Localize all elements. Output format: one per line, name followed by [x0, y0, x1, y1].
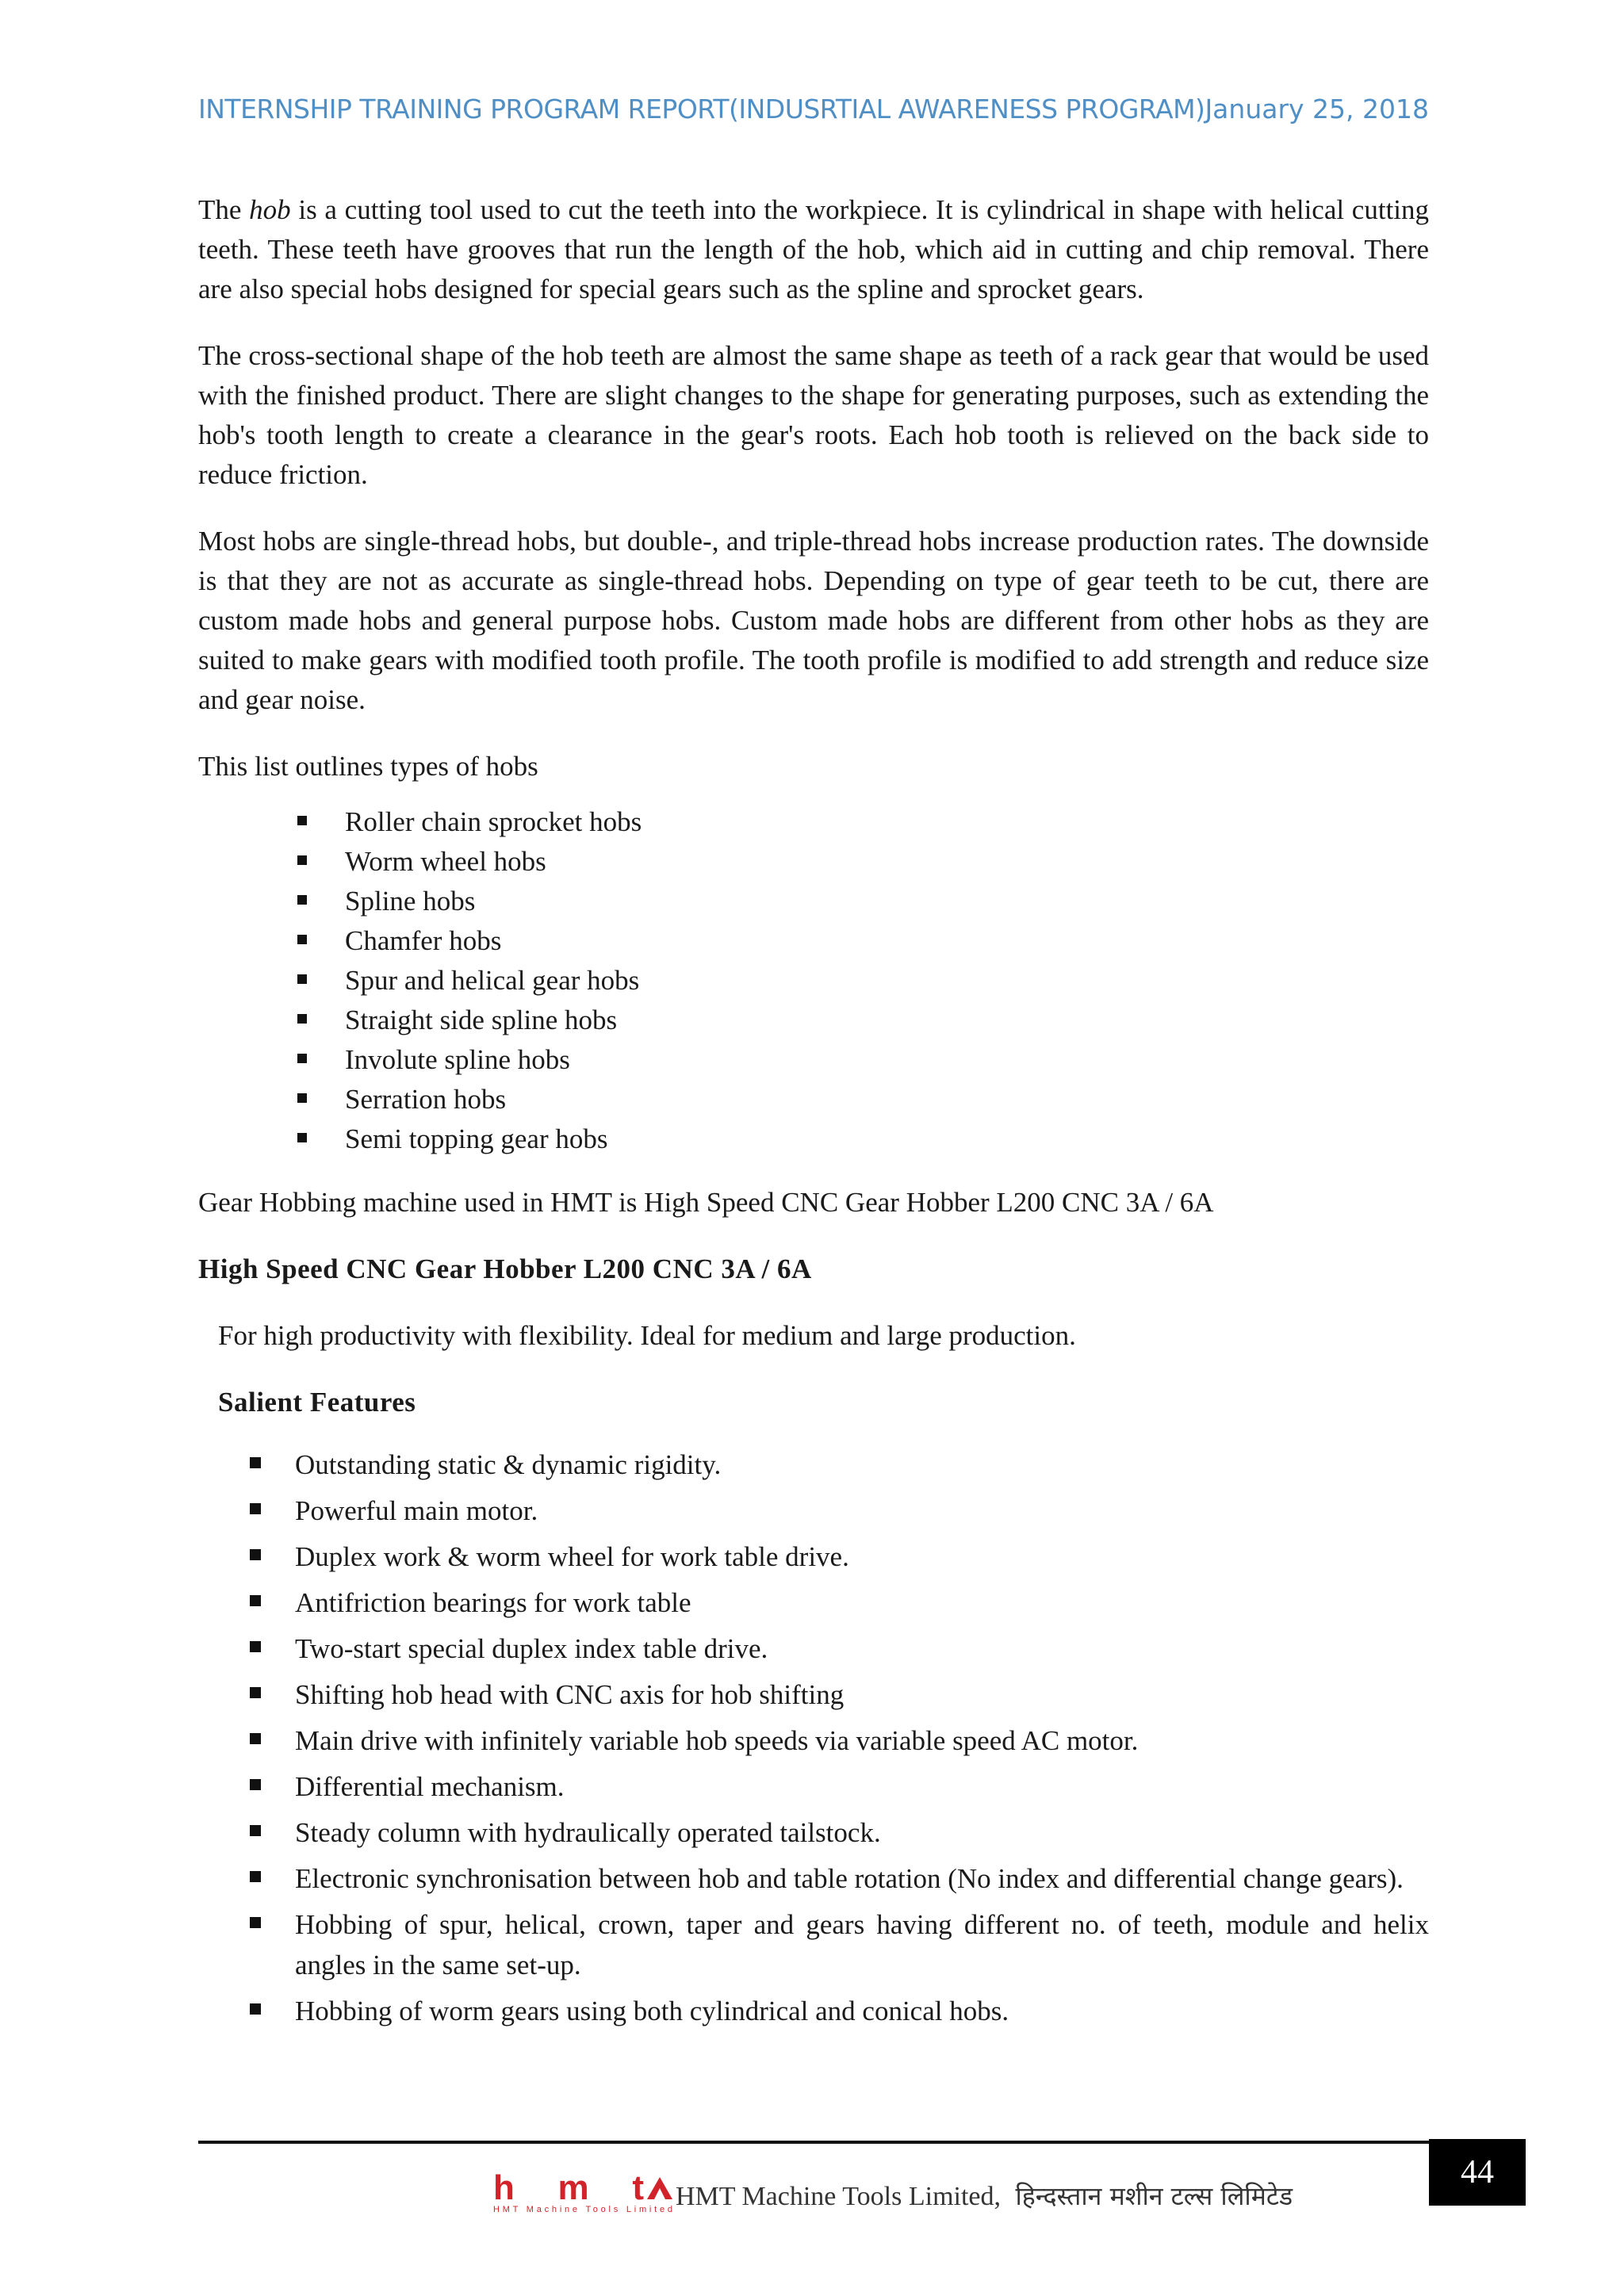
- square-bullet-icon: [297, 1014, 307, 1024]
- hob-type-item: [198, 1119, 1429, 1159]
- square-bullet-icon: [250, 1595, 261, 1606]
- feature-item: [198, 1445, 1429, 1485]
- square-bullet-icon: [250, 2003, 261, 2015]
- text-the: The: [198, 194, 242, 225]
- square-bullet-icon: [297, 816, 307, 825]
- feature-label: Duplex work & worm wheel for work table drive.: [295, 1541, 849, 1572]
- machine-heading: High Speed CNC Gear Hobber L200 CNC 3A / 6A: [198, 1253, 812, 1284]
- hob-type-label: Spline hobs: [345, 886, 476, 916]
- hob-type-label: Worm wheel hobs: [345, 846, 546, 877]
- hob-type-label: Straight side spline hobs: [345, 1004, 618, 1035]
- feature-label: Hobbing of worm gears using both cylindrical and conical hobs.: [295, 1996, 1009, 2026]
- page-footer: [492, 2171, 1419, 2215]
- feature-item: [198, 1904, 1429, 1985]
- square-bullet-icon: [250, 1687, 261, 1698]
- square-bullet-icon: [297, 974, 307, 984]
- feature-label: Steady column with hydraulically operated tailstock.: [295, 1817, 881, 1848]
- hob-type-item: [198, 1040, 1429, 1080]
- square-bullet-icon: [297, 1133, 307, 1142]
- square-bullet-icon: [297, 855, 307, 865]
- features-heading: Salient Features: [218, 1387, 416, 1418]
- hmt-logo-icon: [492, 2171, 674, 2215]
- square-bullet-icon: [250, 1503, 261, 1514]
- hob-type-label: Roller chain sprocket hobs: [345, 806, 642, 837]
- feature-item: [198, 1858, 1429, 1899]
- paragraph-machine-used: Gear Hobbing machine used in HMT is High Speed CNC Gear Hobber L200 CNC 3A / 6A: [198, 1187, 1214, 1218]
- square-bullet-icon: [250, 1779, 261, 1790]
- feature-item: [198, 1991, 1429, 2031]
- feature-item: [198, 1490, 1429, 1531]
- footer-divider: [198, 2141, 1429, 2144]
- feature-label: Hobbing of spur, helical, crown, taper and gears having different no. of teeth, module and helix angles in the same set-up.: [295, 1909, 1429, 1980]
- square-bullet-icon: [250, 1917, 261, 1928]
- paragraph-list-intro: This list outlines types of hobs: [198, 751, 538, 782]
- hob-type-item: [198, 961, 1429, 1001]
- hob-type-item: [198, 802, 1429, 842]
- square-bullet-icon: [250, 1733, 261, 1744]
- hob-type-item: [198, 1080, 1429, 1119]
- square-bullet-icon: [297, 1054, 307, 1063]
- square-bullet-icon: [250, 1549, 261, 1560]
- square-bullet-icon: [297, 1093, 307, 1103]
- footer-company-name: HMT Machine Tools Limited,: [676, 2182, 1001, 2211]
- hob-type-label: Involute spline hobs: [345, 1044, 570, 1075]
- text-hob-definition: is a cutting tool used to cut the teeth into the workpiece. It is cylindrical in shape with helical cutting teeth. These teeth have grooves that run the length of the hob, which aid in cutting and chip removal. There are also special hobs designed for special gears such as the spline and sprocket gears.: [198, 194, 1430, 304]
- page-body: [198, 190, 1429, 2037]
- page-header: [198, 94, 1429, 133]
- hob-type-item: [198, 882, 1429, 921]
- feature-label: Outstanding static & dynamic rigidity.: [295, 1449, 722, 1480]
- hob-type-item: [198, 842, 1429, 882]
- hob-type-item: [198, 921, 1429, 961]
- hob-type-label: Semi topping gear hobs: [345, 1123, 608, 1154]
- square-bullet-icon: [250, 1641, 261, 1652]
- term-hob: hob: [249, 194, 291, 225]
- feature-label: Two-start special duplex index table drive.: [295, 1633, 768, 1664]
- logo-subtext: HMT Machine Tools Limited: [493, 2205, 672, 2214]
- feature-label: Differential mechanism.: [295, 1771, 565, 1802]
- square-bullet-icon: [250, 1457, 261, 1468]
- page-number: 44: [1429, 2139, 1526, 2206]
- footer-company: [676, 2179, 1293, 2213]
- feature-item: [198, 1674, 1429, 1715]
- feature-item: [198, 1536, 1429, 1577]
- square-bullet-icon: [250, 1871, 261, 1882]
- hob-types-list: [198, 802, 1429, 1159]
- header-date: January 25, 2018: [1205, 94, 1429, 124]
- salient-features-list: [198, 1445, 1429, 2031]
- paragraph-hob-definition: [198, 190, 1429, 309]
- feature-item: [198, 1720, 1429, 1761]
- logo-wordmark: hmt: [493, 2171, 644, 2207]
- machine-intro: For high productivity with flexibility. Ideal for medium and large production.: [218, 1320, 1076, 1351]
- feature-label: Electronic synchronisation between hob and table rotation (No index and differential change gears).: [295, 1863, 1404, 1894]
- paragraph-thread-hobs: Most hobs are single-thread hobs, but double-, and triple-thread hobs increase production rates. The downside is that they are not as accurate as single-thread hobs. Depending on type of gear teeth to be cut, there are custom made hobs and general purpose hobs. Custom made hobs are different from other hobs as they are suited to make gears with modified tooth profile. The tooth profile is modified to add strength and reduce size and gear noise.: [198, 526, 1429, 715]
- paragraph-cross-section: The cross-sectional shape of the hob teeth are almost the same shape as teeth of a rack gear that would be used with the finished product. There are slight changes to the shape for generating purposes, such as extending the hob's tooth length to create a clearance in the gear's roots. Each hob tooth is relieved on the back side to reduce friction.: [198, 340, 1429, 490]
- feature-item: [198, 1628, 1429, 1669]
- square-bullet-icon: [297, 935, 307, 944]
- feature-label: Main drive with infinitely variable hob speeds via variable speed AC motor.: [295, 1725, 1139, 1756]
- feature-item: [198, 1812, 1429, 1853]
- hob-type-item: [198, 1001, 1429, 1040]
- header-title: INTERNSHIP TRAINING PROGRAM REPORT(INDUSRTIAL AWARENESS PROGRAM): [198, 94, 1205, 124]
- square-bullet-icon: [250, 1825, 261, 1836]
- feature-label: Shifting hob head with CNC axis for hob shifting: [295, 1679, 845, 1710]
- footer-company-hindi: हिन्दस्तान मशीन टल्स लिमिटेड: [1015, 2181, 1293, 2211]
- feature-label: Powerful main motor.: [295, 1495, 538, 1526]
- square-bullet-icon: [297, 895, 307, 905]
- feature-label: Antifriction bearings for work table: [295, 1587, 691, 1618]
- hob-type-label: Chamfer hobs: [345, 925, 502, 956]
- hob-type-label: Serration hobs: [345, 1084, 507, 1115]
- feature-item: [198, 1766, 1429, 1807]
- hob-type-label: Spur and helical gear hobs: [345, 965, 640, 996]
- feature-item: [198, 1582, 1429, 1623]
